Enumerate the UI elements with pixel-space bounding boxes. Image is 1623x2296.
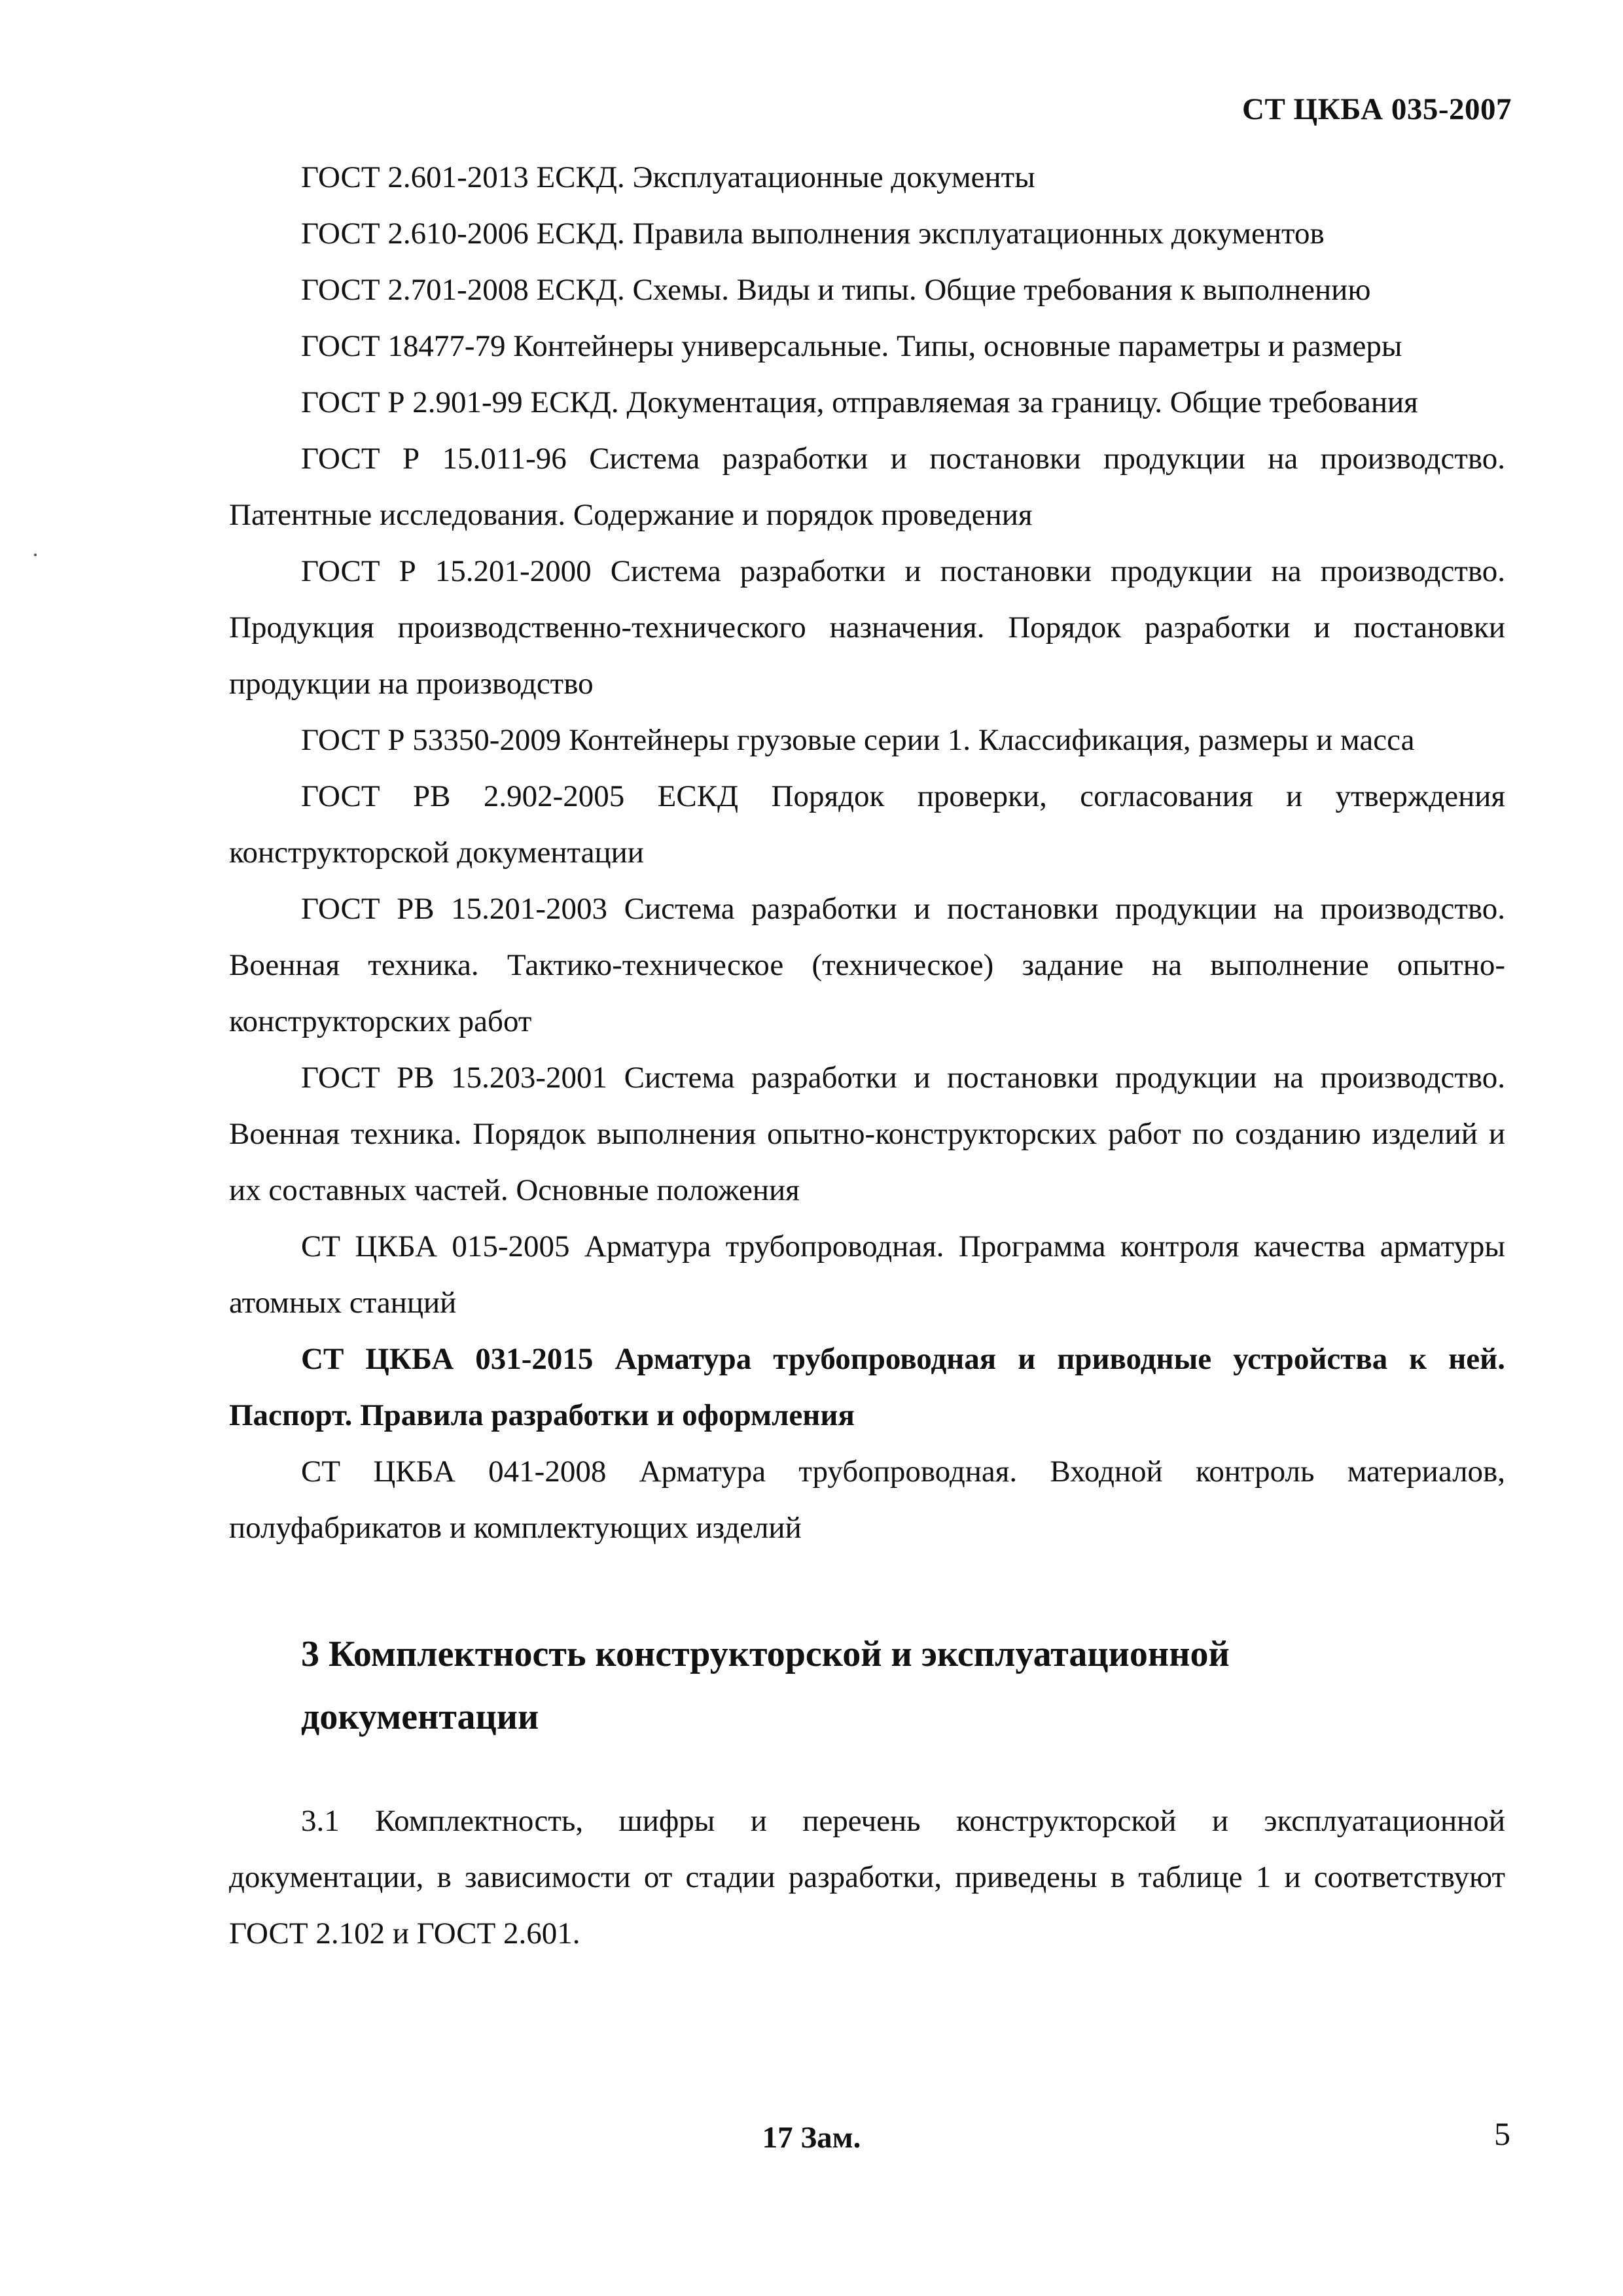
reference-item: ГОСТ 2.701-2008 ЕСКД. Схемы. Виды и типы. Общие требования к выполнению xyxy=(301,273,1371,307)
reference-item: ГОСТ 18477-79 Контейнеры универсальные. Типы, основные параметры и размеры xyxy=(301,329,1402,363)
change-note: 17 Зам. xyxy=(762,2121,861,2155)
document-code: СТ ЦКБА 035-2007 xyxy=(1242,92,1512,126)
reference-item-changed: СТ ЦКБА 031-2015 Арматура трубопроводная и приводные устройства к ней. Паспорт. Правила разработки и оформления xyxy=(229,1342,1505,1432)
reference-item: ГОСТ Р 53350-2009 Контейнеры грузовые серии 1. Классификация, размеры и масса xyxy=(301,723,1415,757)
page-number: 5 xyxy=(1494,2115,1510,2152)
normative-references-list xyxy=(229,149,1505,1556)
reference-item: СТ ЦКБА 041-2008 Арматура трубопроводная. Входной контроль материалов, полуфабрикатов и комплектующих изделий xyxy=(229,1455,1505,1545)
scan-speck xyxy=(34,554,37,556)
reference-item: ГОСТ 2.610-2006 ЕСКД. Правила выполнения эксплуатационных документов xyxy=(301,217,1325,251)
reference-item: ГОСТ РВ 2.902-2005 ЕСКД Порядок проверки, согласования и утверждения конструкторской документации xyxy=(229,779,1505,870)
reference-item: ГОСТ Р 15.011-96 Система разработки и постановки продукции на производство. Патентные исследования. Содержание и порядок проведения xyxy=(229,442,1505,532)
reference-item: ГОСТ Р 15.201-2000 Система разработки и постановки продукции на производство. Продукция производственно-технического назначения. Порядок разработки и постановки продукции на производство xyxy=(229,554,1505,701)
section-paragraph: 3.1 Комплектность, шифры и перечень конструкторской и эксплуатационной документации, в зависимости от стадии разработки, приведены в таблице 1 и соответствуют ГОСТ 2.102 и ГОСТ 2.601. xyxy=(229,1804,1505,1951)
section-heading: 3 Комплектность конструкторской и эксплуатационной документации xyxy=(301,1634,1230,1737)
reference-item: ГОСТ РВ 15.201-2003 Система разработки и постановки продукции на производство. Военная техника. Тактико-техническое (техническое) задание на выполнение опытно-конструкторских работ xyxy=(229,892,1505,1038)
reference-item: ГОСТ РВ 15.203-2001 Система разработки и постановки продукции на производство. Военная техника. Порядок выполнения опытно-конструкторских работ по созданию изделий и их составных частей. Основные положения xyxy=(229,1061,1505,1207)
reference-item: ГОСТ Р 2.901-99 ЕСКД. Документация, отправляемая за границу. Общие требования xyxy=(301,385,1418,419)
reference-item: СТ ЦКБА 015-2005 Арматура трубопроводная. Программа контроля качества арматуры атомных станций xyxy=(229,1229,1505,1320)
reference-item: ГОСТ 2.601-2013 ЕСКД. Эксплуатационные документы xyxy=(301,160,1035,194)
